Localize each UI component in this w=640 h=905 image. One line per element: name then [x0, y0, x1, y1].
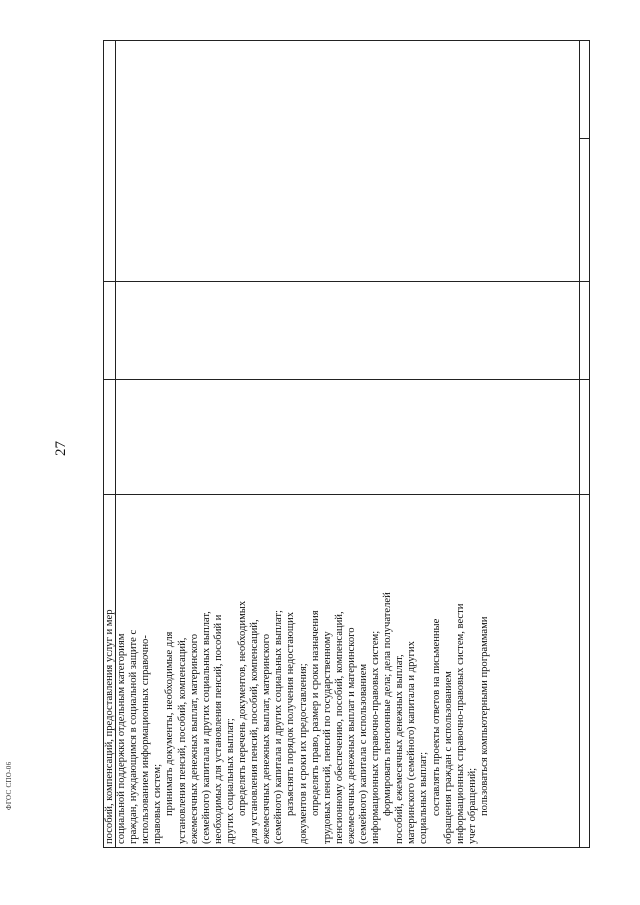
table-cell-skills-text	[104, 503, 589, 848]
cell-text-line: пособий, компенсаций, предоставления услуг и мер	[104, 609, 115, 844]
page-number: 27	[53, 441, 69, 456]
cell-text-line: для установления пенсий, пособий, компенсаций,	[249, 619, 261, 844]
cell-text-line: информационных справочно-правовых систем;	[370, 630, 382, 844]
cell-text-line: использованием информационных справочно-	[140, 635, 152, 844]
cell-text-line: определять перечень документов, необходимых	[237, 600, 249, 816]
cell-text-line: пособий, ежемесячных денежных выплат,	[394, 654, 406, 844]
cell-text-line: (семейного) капитала с использованием	[357, 663, 369, 844]
cell-text-line: формировать пенсионные дела; дела получателей	[382, 592, 394, 816]
cell-text-line: ежемесячных денежных выплат, материнского	[188, 633, 200, 844]
cell-text-line: обращения граждан с использованием	[442, 671, 454, 844]
cell-text-line: ежемесячных денежных выплат, материнского	[261, 633, 273, 844]
cell-text-line: разъяснять порядок получения недостающих	[285, 611, 297, 816]
cell-text-line: социальной поддержки отдельным категориям	[116, 633, 128, 844]
cell-text-line: установления пенсий, пособий, компенсаций,	[176, 637, 188, 844]
table-column-divider	[579, 138, 589, 139]
table-column-divider	[104, 379, 589, 380]
table-column-divider	[104, 281, 589, 282]
table-column-divider	[104, 494, 589, 495]
footer-code: ФГОС СПО-06	[5, 761, 13, 810]
cell-text-line: необходимых для установления пенсий, пособий и	[212, 614, 224, 844]
cell-text-line: (семейного) капитала и других социальных выплат;	[273, 610, 285, 844]
cell-text-line: (семейного) капитала и других социальных выплат,	[200, 611, 212, 844]
cell-text-line: социальных выплат;	[418, 751, 430, 844]
cell-text-line: учет обращений;	[466, 767, 478, 844]
cell-text-line: информационных справочно-правовых систем, вести	[454, 603, 466, 844]
cell-text-line: определять право, размер и сроки назначения	[309, 610, 321, 816]
cell-text-line: граждан, нуждающимся в социальной защите с	[128, 629, 140, 844]
cell-text-line: принимать документы, необходимые для	[164, 631, 176, 816]
cell-text-line: пользоваться компьютерными программами	[478, 616, 490, 816]
cell-text-line: ежемесячных денежных выплат и материнского	[345, 627, 357, 844]
cell-text-line: материнского (семейного) капитала и других	[406, 641, 418, 844]
cell-text-line: пенсионному обеспечению, пособий, компенсаций,	[333, 611, 345, 844]
cell-text-line: других социальных выплат;	[224, 718, 236, 844]
cell-text-line: составлять проекты ответов на письменные	[430, 618, 442, 816]
cell-text-line: документов и сроки их предоставления;	[297, 663, 309, 844]
cell-text-line: трудовых пенсий, пенсий по государственному	[321, 631, 333, 844]
cell-text-line: правовых систем;	[152, 763, 164, 844]
